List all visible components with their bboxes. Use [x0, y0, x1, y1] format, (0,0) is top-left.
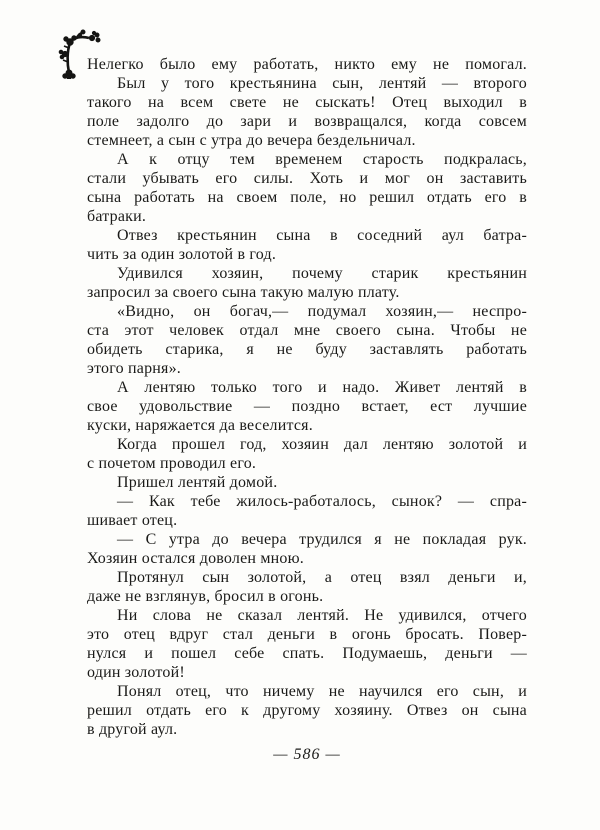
text-line: сына работать на своем поле, но решил отдать его в	[87, 189, 527, 206]
paragraph	[87, 55, 527, 74]
paragraph	[87, 378, 527, 435]
text-line: запросил за своего сына такую малую плату.	[87, 284, 400, 301]
text-line: Хозяин остался доволен мною.	[87, 550, 304, 567]
text-line: чить за один золотой в год.	[87, 246, 277, 263]
text-line: шивает отец.	[87, 512, 178, 529]
text-line: А лентяю только того и надо. Живет лентяй в	[117, 379, 527, 396]
paragraph	[87, 492, 527, 530]
text-line: Отвез крестьянин сына в соседний аул батра-	[117, 227, 527, 244]
text-line: с почетом проводил его.	[87, 455, 257, 472]
paragraph	[87, 473, 527, 492]
text-line: стали убывать его силы. Хоть и мог он заставить	[87, 170, 527, 187]
paragraph	[87, 568, 527, 606]
text-line: даже не взглянув, бросил в огонь.	[87, 588, 324, 605]
paragraph	[87, 606, 527, 682]
text-line: Протянул сын золотой, а отец взял деньги и,	[117, 569, 527, 586]
paragraph	[87, 150, 527, 226]
paragraph	[87, 226, 527, 264]
text-line: решил отдать его к другому хозяину. Отвез он сына	[87, 702, 527, 719]
text-line: в другой аул.	[87, 721, 178, 738]
paragraph	[87, 302, 527, 378]
text-line: Удивился хозяин, почему старик крестьянин	[117, 265, 527, 282]
text-line: ста этот человек отдал мне своего сына. Чтобы не	[87, 322, 527, 339]
text-line: свое удовольствие — поздно встает, ест лучшие	[87, 398, 527, 415]
paragraph	[87, 74, 527, 150]
text-line: А к отцу тем временем старость подкралась,	[117, 151, 527, 168]
text-line: Ни слова не сказал лентяй. Не удивился, отчего	[117, 607, 527, 624]
text-line: нулся и пошел себе спать. Подумаешь, деньги —	[87, 645, 527, 662]
page-number: — 586 —	[273, 746, 341, 763]
paragraph	[87, 264, 527, 302]
text-line: батраки.	[87, 208, 147, 225]
text-line: это отец вдруг стал деньги в огонь бросать. Повер-	[87, 626, 527, 643]
text-line: такого на всем свете не сыскать! Отец выходил в	[87, 94, 527, 111]
text-line: поле задолго до зари и возвращался, когда совсем	[87, 113, 527, 130]
text-line: стемнеет, а сын с утра до вечера бездельничал.	[87, 132, 416, 149]
text-line: Пришел лентяй домой.	[117, 474, 278, 491]
text-line: один золотой!	[87, 664, 185, 681]
paragraph	[87, 435, 527, 473]
text-line: Понял отец, что ничему не научился его сын, и	[117, 683, 527, 700]
text-line: Когда прошел год, хозяин дал лентяю золотой и	[117, 436, 527, 453]
text-line: «Видно, он богач,— подумал хозяин,— неспро-	[117, 303, 527, 320]
text-line: куски, наряжается да веселится.	[87, 417, 313, 434]
paragraph	[87, 530, 527, 568]
story-text	[87, 55, 527, 739]
text-line: обидеть старика, я не буду заставлять работать	[87, 341, 527, 358]
text-line: Был у того крестьянина сын, лентяй — второго	[117, 75, 527, 92]
paragraph	[87, 682, 527, 739]
text-line: — Как тебе жилось-работалось, сынок? — спра-	[117, 493, 527, 510]
text-line: — С утра до вечера трудился я не покладая рук.	[117, 531, 527, 548]
text-line: Нелегко было ему работать, никто ему не помогал.	[87, 56, 527, 73]
text-line: этого парня».	[87, 360, 181, 377]
